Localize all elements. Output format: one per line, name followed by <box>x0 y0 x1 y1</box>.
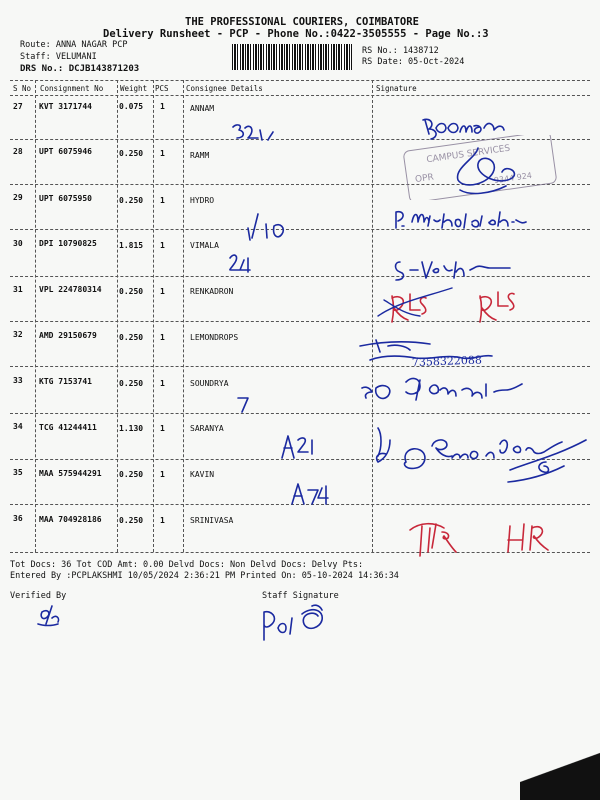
stamp-opr: OPR <box>414 172 435 186</box>
row-weight: 0.250 <box>119 470 144 479</box>
table-bottom-rule <box>10 552 590 553</box>
col-divider <box>372 80 373 552</box>
row-sno: 31 <box>13 285 23 294</box>
row-weight: 0.075 <box>119 102 144 111</box>
entered-by-line: Entered By :PCPLAKSHMI 10/05/2024 2:36:21 PM Printed On: 05-10-2024 14:36:34 <box>10 571 399 581</box>
col-signature: Signature <box>376 84 417 93</box>
note-row-29 <box>248 214 283 240</box>
col-divider <box>117 80 118 552</box>
row-weight: 0.250 <box>119 149 144 158</box>
row-weight: 0.250 <box>119 196 144 205</box>
row-consignee: RENKADRON <box>190 287 234 296</box>
row-pcs: 1 <box>160 470 165 479</box>
note-row-30 <box>230 255 250 272</box>
stamp-text: CAMPUS SERVICES <box>425 143 511 166</box>
row-consignee: LEMONDROPS <box>190 333 239 342</box>
company-title: THE PROFESSIONAL COURIERS, COIMBATORE <box>185 16 419 28</box>
row-pcs: 1 <box>160 196 165 205</box>
row-consignment: MAA 575944291 <box>39 469 102 478</box>
signature-row-36-b <box>508 524 548 552</box>
row-consignment: UPT 6075950 <box>39 194 92 203</box>
row-weight: 0.250 <box>119 287 144 296</box>
staff-signature <box>264 605 322 640</box>
col-divider <box>153 80 154 552</box>
row-31-strike <box>378 288 452 316</box>
signature-row-27 <box>423 119 504 139</box>
signature-row-32 <box>360 340 492 360</box>
row-sno: 27 <box>13 102 23 111</box>
row-consignment: VPL 224780314 <box>39 285 102 294</box>
row-consignee: KAVIN <box>190 470 215 479</box>
row-sno: 29 <box>13 193 23 202</box>
col-sno: S No <box>13 84 32 93</box>
row-consignee: HYDRO <box>190 196 215 205</box>
signature-row-29 <box>396 212 526 228</box>
barcode <box>232 44 352 70</box>
row-separator <box>10 184 590 185</box>
staff-signature-label: Staff Signature <box>262 591 339 601</box>
signature-row-33 <box>362 379 522 400</box>
note-row-35 <box>292 484 328 504</box>
drs-number: DRS No.: DCJB143871203 <box>20 64 140 74</box>
row-weight: 1.130 <box>119 424 144 433</box>
row-pcs: 1 <box>160 424 165 433</box>
note-row-33 <box>238 398 248 412</box>
scan-shadow <box>520 750 600 800</box>
row-sno: 36 <box>13 514 23 523</box>
row-pcs: 1 <box>160 102 165 111</box>
row-consignment: UPT 6075946 <box>39 147 92 156</box>
row-pcs: 1 <box>160 333 165 342</box>
row-pcs: 1 <box>160 379 165 388</box>
row-consignment: DPI 10790825 <box>39 239 97 248</box>
row-separator <box>10 229 590 230</box>
row-consignee: RAMM <box>190 151 210 160</box>
col-divider <box>35 80 36 552</box>
row-consignment: MAA 704928186 <box>39 515 102 524</box>
row-consignee: VIMALA <box>190 241 219 250</box>
row-consignee: SOUNDRYA <box>190 379 229 388</box>
col-consignee: Consignee Details <box>186 84 263 93</box>
col-pcs: PCS <box>155 84 169 93</box>
row-weight: 0.250 <box>119 379 144 388</box>
row-consignment: KTG 7153741 <box>39 377 92 386</box>
row-consignee: ANNAM <box>190 104 215 113</box>
row-consignment: TCG 41244411 <box>39 423 97 432</box>
col-weight: Weight <box>120 84 148 93</box>
row-separator <box>10 276 590 277</box>
row-weight: 0.250 <box>119 516 144 525</box>
row-separator <box>10 413 590 414</box>
row-sno: 33 <box>13 376 23 385</box>
route-label: Route: ANNA NAGAR PCP <box>20 40 128 50</box>
row-separator <box>10 321 590 322</box>
row-sno: 28 <box>13 147 23 156</box>
row-separator <box>10 459 590 460</box>
row-sno: 34 <box>13 422 23 431</box>
signature-row-28 <box>458 148 515 193</box>
rs-number: RS No.: 1438712 <box>362 46 439 56</box>
row-separator <box>10 139 590 140</box>
row-sno: 32 <box>13 330 23 339</box>
row-weight: 0.250 <box>119 333 144 342</box>
totals-line: Tot Docs: 36 Tot COD Amt: 0.00 Delvd Docs: Non Delvd Docs: Delvy Pts: <box>10 560 364 570</box>
signature-row-30 <box>396 262 511 280</box>
row-consignment: KVT 3171744 <box>39 102 92 111</box>
verified-initials <box>38 606 59 626</box>
rs-date: RS Date: 05-Oct-2024 <box>362 57 465 67</box>
row-separator <box>10 366 590 367</box>
signature-row-31-b <box>480 292 514 322</box>
staff-label: Staff: VELUMANI <box>20 52 97 62</box>
row-sno: 30 <box>13 239 23 248</box>
row-pcs: 1 <box>160 516 165 525</box>
signature-row-34-underline <box>508 440 586 482</box>
rubber-stamp <box>400 135 560 200</box>
row-sno: 35 <box>13 468 23 477</box>
col-divider <box>183 80 184 552</box>
row-consignment: AMD 29150679 <box>39 331 97 340</box>
row-pcs: 1 <box>160 287 165 296</box>
table-top-rule <box>10 80 590 81</box>
signature-row-31 <box>392 294 426 322</box>
note-row-27 <box>233 125 273 140</box>
stamp-number: 9344 924 <box>493 170 533 186</box>
row-pcs: 1 <box>160 241 165 250</box>
signature-row-32-phone: 7358322088 <box>411 353 483 369</box>
verified-by-label: Verified By <box>10 591 67 601</box>
note-row-34 <box>282 436 312 458</box>
header-bottom-rule <box>10 95 590 96</box>
row-pcs: 1 <box>160 149 165 158</box>
runsheet-subtitle: Delivery Runsheet - PCP - Phone No.:0422-3505555 - Page No.:3 <box>103 28 489 40</box>
signature-row-34 <box>377 428 562 468</box>
row-weight: 1.815 <box>119 241 144 250</box>
row-consignee: SRINIVASA <box>190 516 234 525</box>
row-separator <box>10 504 590 505</box>
col-consignment: Consignment No <box>40 84 104 93</box>
row-consignee: SARANYA <box>190 424 224 433</box>
